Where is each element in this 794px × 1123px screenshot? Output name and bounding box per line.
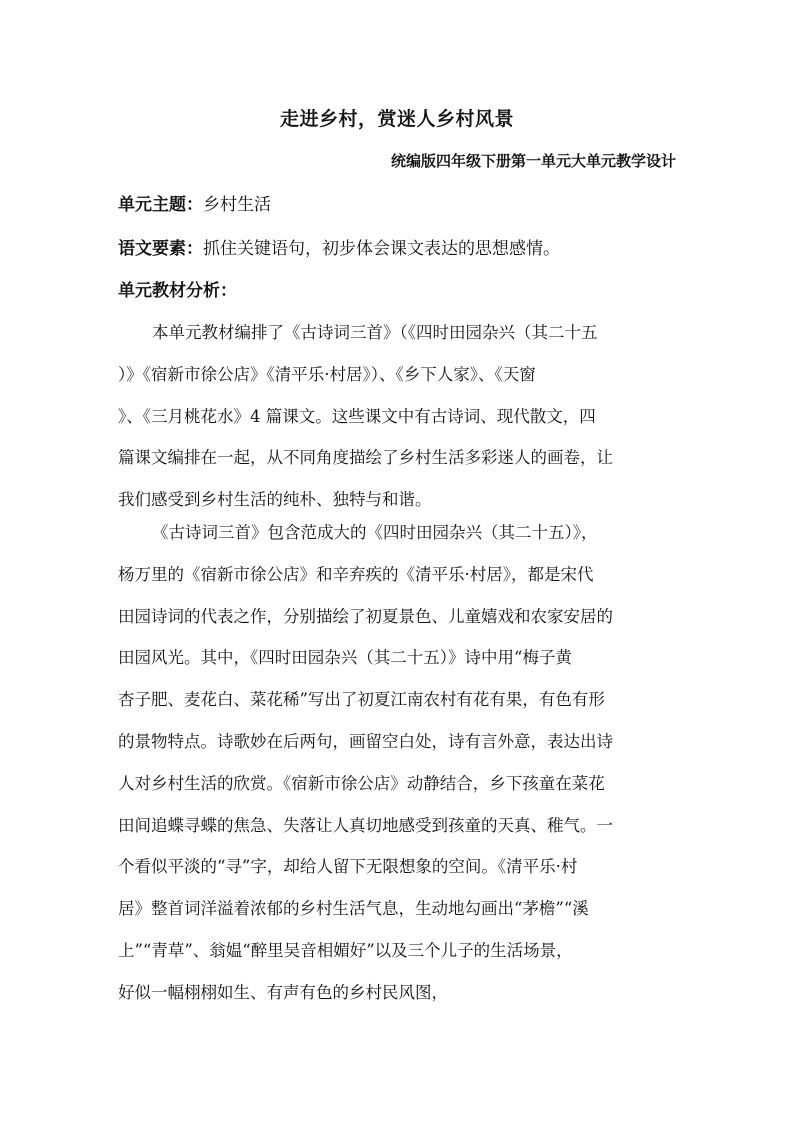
language-element-row <box>118 234 560 259</box>
language-element-label: 语文要素： <box>118 239 203 259</box>
paragraph-line: 的景物特点。诗歌妙在后两句，画留空白处，诗有言外意，表达出诗 <box>118 731 613 751</box>
paragraph-line: ）》《宿新市徐公店》《清平乐·村居》）、《乡下人家》、《天窗 <box>118 364 536 384</box>
analysis-paragraph-2 <box>118 512 678 1014</box>
document-title: 走进乡村，赏迷人乡村风景 <box>279 108 514 130</box>
paragraph-line: 杨万里的《宿新市徐公店》和辛弃疾的《清平乐·村居》，都是宋代 <box>118 564 594 584</box>
paragraph-line: 篇课文编排在一起，从不同角度描绘了乡村生活多彩迷人的画卷，让 <box>118 448 613 468</box>
paragraph-line: 《古诗词三首》包含范成大的《四时田园杂兴（其二十五）》， <box>152 523 598 542</box>
unit-theme-label: 单元主题： <box>118 195 203 215</box>
document-subtitle: 统编版四年级下册第一单元大单元教学设计 <box>390 152 676 170</box>
analysis-label: 单元教材分析： <box>118 281 237 301</box>
paragraph-line: 本单元教材编排了《古诗词三首》（《四时田园杂兴（其二十五 <box>152 323 598 342</box>
language-element-value: 抓住关键语句，初步体会课文表达的思想感情。 <box>203 239 560 259</box>
paragraph-line: 居》整首词洋溢着浓郁的乡村生活气息，生动地勾画出“茅檐”“溪 <box>118 899 589 919</box>
paragraph-line: 田间追蝶寻蝶的焦急、失落让人真切地感受到孩童的天真、稚气。一 <box>118 815 613 835</box>
unit-theme-value: 乡村生活 <box>203 195 271 215</box>
paragraph-line: 田园风光。其中，《四时田园杂兴（其二十五）》诗中用“梅子黄 <box>118 648 572 668</box>
paragraph-line: 我们感受到乡村生活的纯朴、独特与和谐。 <box>118 490 432 510</box>
unit-theme-row <box>118 190 271 215</box>
paragraph-line: 杏子肥、麦花白、菜花稀”写出了初夏江南农村有花有果，有色有形 <box>118 690 605 710</box>
paragraph-line: 田园诗词的代表之作，分别描绘了初夏景色、儿童嬉戏和农家安居的 <box>118 606 613 626</box>
analysis-paragraph-1 <box>118 312 678 521</box>
paragraph-line: 》、《三月桃花水》4 篇课文。这些课文中有古诗词、现代散文，四 <box>118 406 596 426</box>
paragraph-line: 人对乡村生活的欣赏。《宿新市徐公店》动静结合，乡下孩童在菜花 <box>118 773 605 793</box>
paragraph-line: 个看似平淡的“寻”字，却给人留下无限想象的空间。《清平乐·村 <box>118 857 578 877</box>
paragraph-line: 好似一幅栩栩如生、有声有色的乡村民风图， <box>118 982 448 1002</box>
paragraph-line: 上”“青草”、翁媪“醉里吴音相媚好”以及三个儿子的生活场景， <box>118 940 573 960</box>
analysis-heading <box>118 276 237 301</box>
